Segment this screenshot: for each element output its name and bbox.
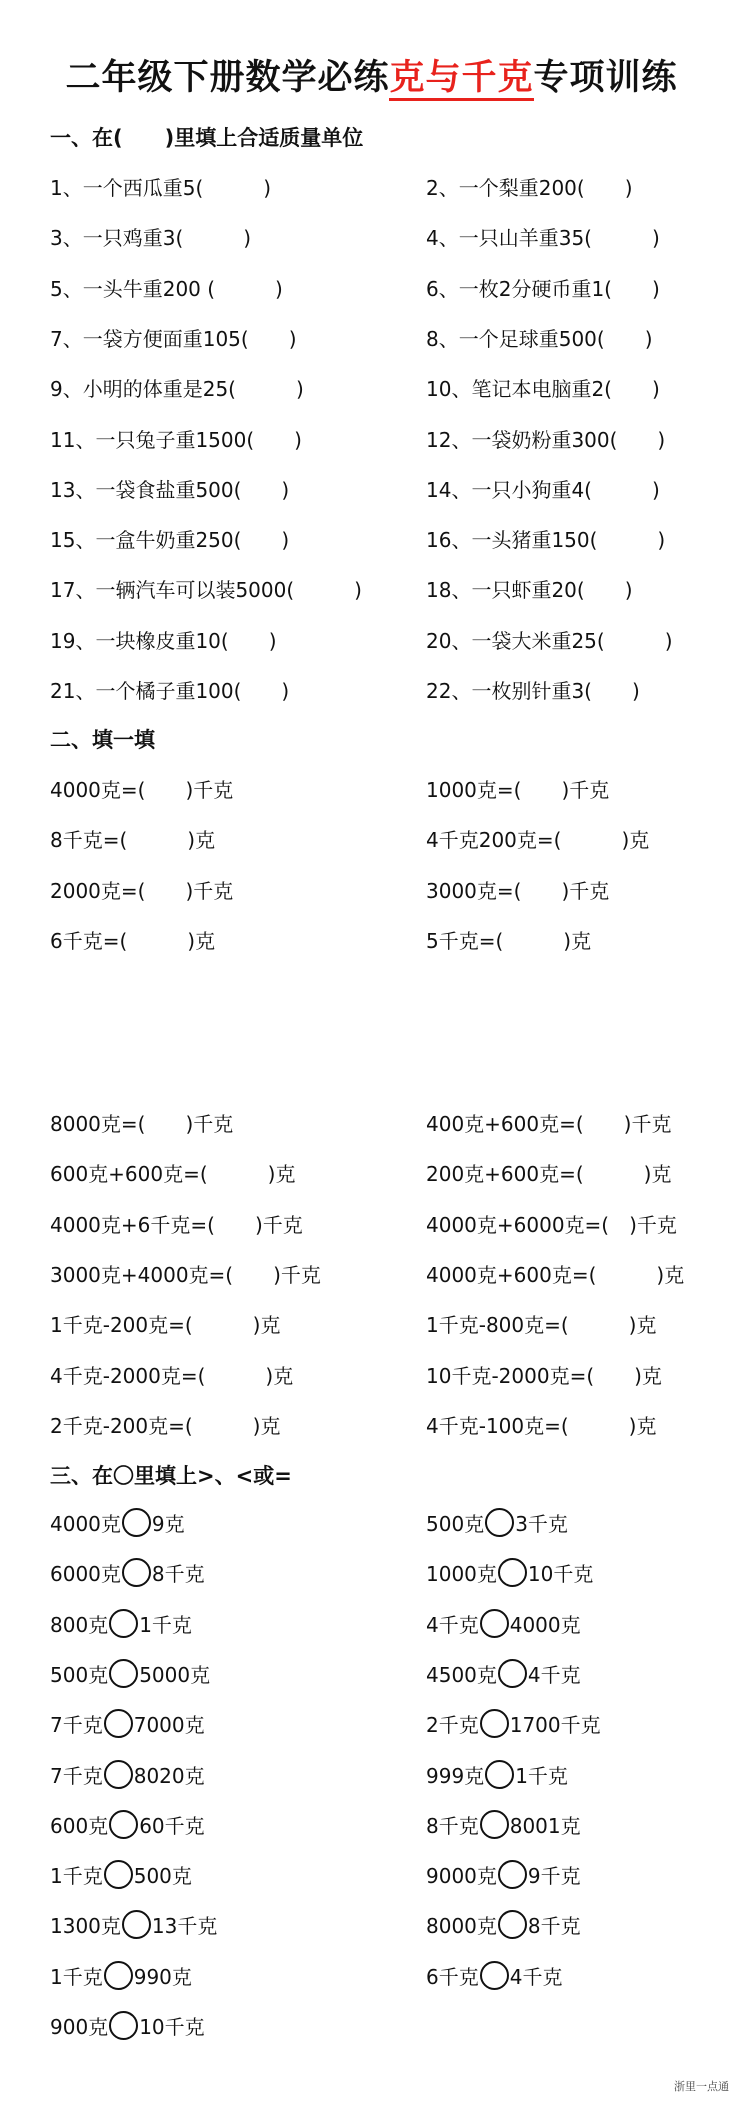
- compare-left: 7千克: [50, 1763, 103, 1788]
- answer-circle[interactable]: [480, 1609, 509, 1638]
- compare-left: 4千克: [426, 1612, 479, 1637]
- answer-circle[interactable]: [109, 1609, 138, 1638]
- compare-right: 13千克: [151, 1914, 218, 1939]
- page-title: 二年级下册数学必练克与千克专项训练: [0, 50, 743, 100]
- conversion-question: 3000克+4000克=( )千克: [50, 1262, 321, 1287]
- unit-question: 11、一只兔子重1500( ): [50, 427, 302, 452]
- compare-question: [426, 1508, 568, 1537]
- compare-left: 4500克: [426, 1662, 497, 1687]
- answer-circle[interactable]: [122, 1508, 151, 1537]
- unit-question: 13、一袋食盐重500( ): [50, 477, 290, 502]
- compare-right: 9千克: [527, 1864, 581, 1889]
- answer-circle[interactable]: [109, 2011, 138, 2040]
- unit-question: 6、一枚2分硬币重1( ): [426, 276, 660, 301]
- compare-right: 990克: [133, 1964, 192, 1989]
- answer-circle[interactable]: [104, 1760, 133, 1789]
- unit-question: 12、一袋奶粉重300( ): [426, 427, 666, 452]
- section-1-heading: 一、在( )里填上合适质量单位: [50, 126, 364, 150]
- answer-circle[interactable]: [109, 1659, 138, 1688]
- compare-left: 6千克: [426, 1964, 479, 1989]
- unit-question: 1、一个西瓜重5( ): [50, 176, 272, 200]
- unit-question: 15、一盒牛奶重250( ): [50, 528, 290, 553]
- compare-question: [50, 2011, 205, 2040]
- compare-right: 1千克: [515, 1763, 568, 1788]
- compare-question: [426, 1709, 601, 1738]
- compare-question: [426, 1910, 581, 1939]
- compare-right: 4千克: [509, 1964, 563, 1989]
- compare-right: 5000克: [139, 1662, 211, 1687]
- title-highlight: 克与千克: [389, 58, 533, 101]
- compare-right: 4000克: [509, 1612, 581, 1637]
- compare-right: 8千克: [527, 1914, 581, 1939]
- answer-circle[interactable]: [104, 1709, 133, 1738]
- unit-question: 20、一袋大米重25( ): [426, 628, 673, 653]
- compare-right: 10千克: [527, 1562, 594, 1587]
- unit-question: 8、一个足球重500( ): [426, 326, 653, 351]
- unit-question: 18、一只虾重20( ): [426, 578, 633, 603]
- conversion-question: 3000克=( )千克: [426, 878, 610, 903]
- unit-question: 4、一只山羊重35( ): [426, 226, 660, 251]
- unit-question: 3、一只鸡重3( ): [50, 226, 252, 251]
- compare-right: 8020克: [133, 1763, 205, 1788]
- compare-question: [50, 1659, 210, 1688]
- compare-right: 1千克: [139, 1612, 192, 1637]
- unit-question: 14、一只小狗重4( ): [426, 477, 660, 502]
- compare-question: [426, 1659, 581, 1688]
- conversion-question: 4000克+6000克=( )千克: [426, 1212, 677, 1237]
- answer-circle[interactable]: [485, 1508, 514, 1537]
- compare-question: [426, 1810, 581, 1839]
- unit-question: 17、一辆汽车可以装5000( ): [50, 578, 362, 603]
- conversion-question: 8千克=( )克: [50, 828, 216, 853]
- answer-circle[interactable]: [498, 1558, 527, 1587]
- footer-watermark: 浙里一点通: [674, 2080, 729, 2093]
- conversion-question: 4000克+600克=( )克: [426, 1262, 685, 1287]
- compare-left: 1000克: [426, 1562, 497, 1587]
- conversion-question: 2千克-200克=( )克: [50, 1413, 281, 1438]
- compare-left: 600克: [50, 1813, 109, 1838]
- answer-circle[interactable]: [485, 1760, 514, 1789]
- conversion-question: 4000克=( )千克: [50, 778, 234, 802]
- conversion-question: 600克+600克=( )克: [50, 1162, 296, 1187]
- compare-left: 500克: [426, 1512, 485, 1536]
- answer-circle[interactable]: [122, 1910, 151, 1939]
- unit-question: 7、一袋方便面重105( ): [50, 326, 297, 351]
- unit-question: 10、笔记本电脑重2( ): [426, 377, 660, 402]
- conversion-question: 1000克=( )千克: [426, 778, 610, 802]
- compare-question: [426, 1609, 581, 1638]
- unit-question: 16、一头猪重150( ): [426, 528, 666, 553]
- compare-left: 900克: [50, 2015, 109, 2039]
- compare-left: 9000克: [426, 1864, 497, 1889]
- compare-left: 8000克: [426, 1914, 497, 1939]
- compare-right: 4千克: [527, 1662, 581, 1687]
- unit-question: 9、小明的体重是25( ): [50, 377, 304, 402]
- conversion-question: 4000克+6千克=( )千克: [50, 1212, 303, 1237]
- conversion-question: 5千克=( )克: [426, 928, 592, 953]
- compare-question: [50, 1508, 185, 1537]
- conversion-question: 1千克-200克=( )克: [50, 1313, 281, 1338]
- answer-circle[interactable]: [122, 1558, 151, 1587]
- compare-right: 1700千克: [509, 1713, 601, 1738]
- conversion-question: 6千克=( )克: [50, 928, 216, 953]
- unit-question: 5、一头牛重200 ( ): [50, 276, 283, 301]
- compare-question: [50, 1860, 192, 1889]
- compare-question: [50, 1961, 192, 1990]
- section-2-heading: 二、填一填: [50, 728, 155, 752]
- compare-question: [50, 1609, 192, 1638]
- compare-question: [426, 1558, 593, 1587]
- compare-right: 60千克: [139, 1813, 205, 1838]
- compare-right: 7000克: [133, 1713, 205, 1738]
- conversion-question: 200克+600克=( )克: [426, 1162, 672, 1187]
- compare-question: [50, 1810, 205, 1839]
- compare-left: 999克: [426, 1763, 485, 1788]
- compare-question: [50, 1709, 205, 1738]
- compare-left: 1千克: [50, 1864, 103, 1889]
- unit-question: 21、一个橘子重100( ): [50, 679, 290, 703]
- compare-left: 1千克: [50, 1964, 103, 1989]
- conversion-question: 10千克-2000克=( )克: [426, 1363, 662, 1388]
- compare-question: [426, 1961, 562, 1990]
- answer-circle[interactable]: [104, 1961, 133, 1990]
- compare-left: 500克: [50, 1662, 109, 1687]
- compare-left: 2千克: [426, 1713, 479, 1738]
- compare-left: 8千克: [426, 1813, 479, 1838]
- conversion-question: 8000克=( )千克: [50, 1112, 234, 1136]
- unit-question: 22、一枚别针重3( ): [426, 679, 640, 703]
- compare-right: 8千克: [151, 1562, 205, 1587]
- answer-circle[interactable]: [109, 1810, 138, 1839]
- conversion-question: 400克+600克=( )千克: [426, 1112, 672, 1136]
- answer-circle[interactable]: [498, 1910, 527, 1939]
- conversion-question: 4千克200克=( )克: [426, 828, 650, 853]
- compare-right: 8001克: [509, 1813, 581, 1838]
- conversion-question: 4千克-2000克=( )克: [50, 1363, 294, 1388]
- compare-right: 3千克: [515, 1512, 568, 1536]
- answer-circle[interactable]: [480, 1961, 509, 1990]
- conversion-question: 2000克=( )千克: [50, 878, 234, 903]
- compare-question: [426, 1860, 581, 1889]
- compare-question: [50, 1910, 217, 1939]
- answer-circle[interactable]: [480, 1709, 509, 1738]
- answer-circle[interactable]: [498, 1659, 527, 1688]
- unit-question: 2、一个梨重200( ): [426, 176, 633, 200]
- compare-question: [50, 1558, 205, 1587]
- compare-right: 10千克: [139, 2015, 205, 2039]
- section-3-heading: 三、在〇里填上>、<或=: [50, 1464, 292, 1488]
- conversion-question: 4千克-100克=( )克: [426, 1413, 657, 1438]
- answer-circle[interactable]: [498, 1860, 527, 1889]
- compare-right: 500克: [133, 1864, 192, 1889]
- compare-left: 1300克: [50, 1914, 121, 1939]
- compare-left: 800克: [50, 1612, 109, 1637]
- compare-left: 4000克: [50, 1512, 121, 1536]
- compare-left: 7千克: [50, 1713, 103, 1738]
- compare-right: 9克: [151, 1512, 185, 1536]
- compare-question: [50, 1760, 205, 1789]
- conversion-question: 1千克-800克=( )克: [426, 1313, 657, 1338]
- unit-question: 19、一块橡皮重10( ): [50, 628, 277, 653]
- compare-left: 6000克: [50, 1562, 121, 1587]
- answer-circle[interactable]: [104, 1860, 133, 1889]
- answer-circle[interactable]: [480, 1810, 509, 1839]
- compare-question: [426, 1760, 568, 1789]
